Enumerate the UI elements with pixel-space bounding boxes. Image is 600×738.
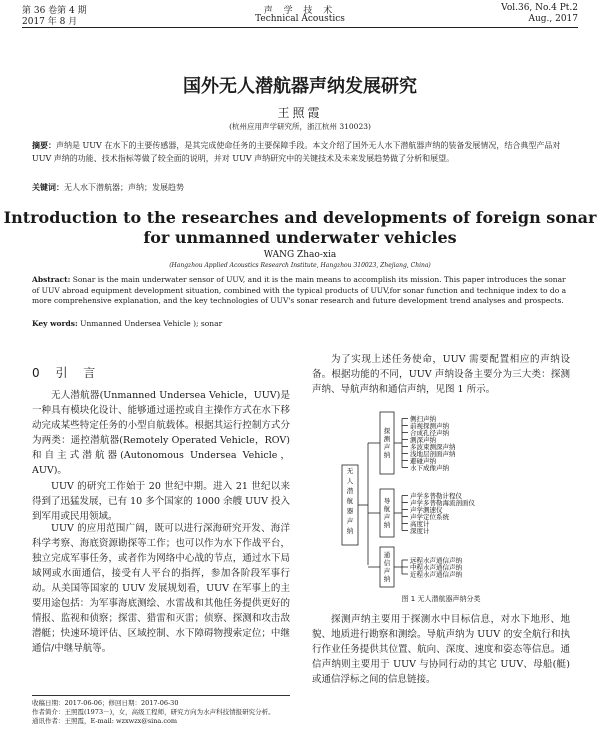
figure-item-label: 高度计: [410, 519, 430, 528]
title-cn: 国外无人潜航器声纳发展研究: [183, 76, 417, 97]
figure-item-label: 声学测速仪: [410, 505, 443, 514]
header-volume-cn: 第 36 卷第 4 期: [22, 6, 87, 16]
footnote: [32, 699, 290, 726]
figure-group-label: 导航声纳: [383, 497, 391, 529]
footnote-line: 作者简介：王照霞(1973－)，女，高级工程师，研究方向为水声科技情报研究分析。: [32, 708, 275, 716]
figure-item-label: 近程水声通信声纳: [410, 570, 462, 579]
footnote-line: 通讯作者：王照霞，E-mail: wzxwzx@sina.com: [32, 717, 178, 725]
header-journal-en: Technical Acoustics: [255, 14, 345, 24]
author-cn: 王照霞: [277, 106, 323, 120]
figure-item-label: 多波束测深声纳: [410, 442, 456, 451]
figure-group-label: 通信声纳: [383, 551, 391, 583]
figure-group-label: 探测声纳: [383, 427, 391, 459]
abstract-en-text: Sonar is the main underwater sensor of UUV, and it is the main means to accomplish its mission. This paper introduces the sonar of UUV abroad equipment development situation, combined with the typical products of UUV,for sonar function and technique index to do a more comprehensive explanation, and the key technologies of UUV's sonar research and future development trend analyses and prospects.: [32, 275, 567, 305]
header-volume-en: Vol.36, No.4 Pt.2: [501, 3, 578, 13]
figure-item-label: 声学定位系统: [410, 512, 449, 521]
figure-item-label: 前视探测声纳: [410, 421, 449, 430]
header-date-en: Aug., 2017: [528, 14, 578, 24]
header-rule: [22, 27, 578, 28]
figure-item-label: 声学多普勒海流剖面仪: [410, 498, 475, 507]
author-en: WANG Zhao-xia: [263, 250, 337, 260]
header-journal-cn: 声 学 技 术: [263, 6, 337, 16]
figure-item-label: 声学多普勒计程仪: [410, 491, 462, 500]
abstract-cn: [32, 139, 572, 165]
affiliation-en: (Hangzhou Applied Acoustics Research Institute, Hangzhou 310023, Zhejiang, China): [169, 262, 431, 269]
keywords-en: [32, 319, 572, 328]
figure-item-label: 深度计: [410, 526, 430, 535]
figure-item-label: 水下成像声纳: [410, 463, 449, 472]
section-heading: 0 引 言: [32, 366, 102, 380]
footnote-rule: [32, 695, 290, 696]
body-paragraph: UUV 的研究工作始于 20 世纪中期。进入 21 世纪以来得到了迅猛发展，已有 10 多个国家的 1000 余艘 UUV 投入到军用或民用领域。: [32, 481, 290, 522]
body-paragraph: 为了实现上述任务使命，UUV 需要配置相应的声纳设备。根据功能的不同，UUV 声纳设备主要分为三大类：探测声纳、导航声纳和通信声纳，见图 1 所示。: [312, 354, 570, 395]
footnote-line: 收稿日期：2017-06-06；修回日期：2017-06-30: [32, 699, 179, 707]
figure-item-label: 浅地层剖面声纳: [410, 449, 456, 458]
keywords-cn-text: 无人水下潜航器；声纳；发展趋势: [64, 183, 184, 192]
keywords-en-text: Unmanned Undersea Vehicle ); sonar: [80, 319, 223, 328]
figure-item-label: 侧扫声纳: [410, 414, 436, 423]
title-en: Introduction to the researches and developments of foreign sonar for unmanned underwater vehicles: [3, 208, 597, 247]
body-paragraph: UUV 的应用范围广阔，既可以进行深海研究开发、海洋科学考察、海底资源勘探等工作；也可以作为水下作战平台，独立完成军事任务，或者作为网络中心战的节点，通过水下局域网或水面通信，接受有人平台的指挥，参加各阶段军事行动。从美国等国家的 UUV 发展规划看，UUV 在军事上的主要用途包括：为军事海底测绘、水雷战和其他任务提供更好的情报、监视和侦察；探雷、猎雷和灭雷；侦察、探测和攻击敌潜艇；快速环境评估、区域控制、水下障碍物搜索定位；中继通信/中继导航等。: [32, 523, 290, 654]
sonar-classification-figure: [340, 410, 570, 595]
keywords-cn-label: 关键词：: [32, 182, 64, 192]
body-paragraph: 无人潜航器(Unmanned Undersea Vehicle，UUV)是一种具有模块化设计、能够通过遥控或自主操作方式在水下移动完成某些特定任务的小型自航载体。根据其运行控制方式分为两类：遥控潜航器(Remotely Operated Vehicle，ROV)和自主式潜航器(Autonomous Undersea Vehicle，AUV)。: [32, 390, 290, 476]
header-date-cn: 2017 年 8 月: [22, 17, 78, 27]
affiliation-cn: (杭州应用声学研究所，浙江杭州 310023): [229, 122, 371, 131]
figure-item-label: 合成孔径声纳: [410, 428, 449, 437]
abstract-cn-label: 摘要：: [32, 140, 56, 150]
body-paragraph: 探测声纳主要用于探测水中目标信息，对水下地形、地貌、地质进行勘察和测绘。导航声纳为 UUV 的安全航行和执行作业任务提供其位置、航向、深度、速度和姿态等信息。通信声纳则主要用于 UUV 与协同行动的其它 UUV、母船(艇)或通信浮标之间的信息链接。: [312, 614, 570, 685]
keywords-en-label: Key words:: [32, 319, 78, 328]
figure-groups: [368, 412, 476, 587]
abstract-en: [32, 275, 572, 307]
figure-root-label: 无人潜航器声纳: [346, 467, 354, 535]
abstract-cn-text: 声纳是 UUV 在水下的主要传感器，是其完成使命任务的主要保障手段。本文介绍了国外无人水下潜航器声纳的装备发展情况，结合典型产品对 UUV 声纳的功能、技术指标等做了较全面的说明，并对 UUV 声纳研究中的关键技术及未来发展趋势做了分析和展望。: [32, 141, 561, 163]
figure-caption: 图 1 无人潜航器声纳分类: [401, 595, 481, 603]
keywords-cn: [32, 182, 572, 193]
abstract-en-label: Abstract:: [32, 275, 71, 284]
figure-item-label: 避碰声纳: [410, 456, 436, 465]
figure-item-label: 测深声纳: [410, 435, 436, 444]
figure-item-label: 中程水声通信声纳: [410, 563, 462, 572]
figure-item-label: 远程水声通信声纳: [410, 556, 462, 565]
